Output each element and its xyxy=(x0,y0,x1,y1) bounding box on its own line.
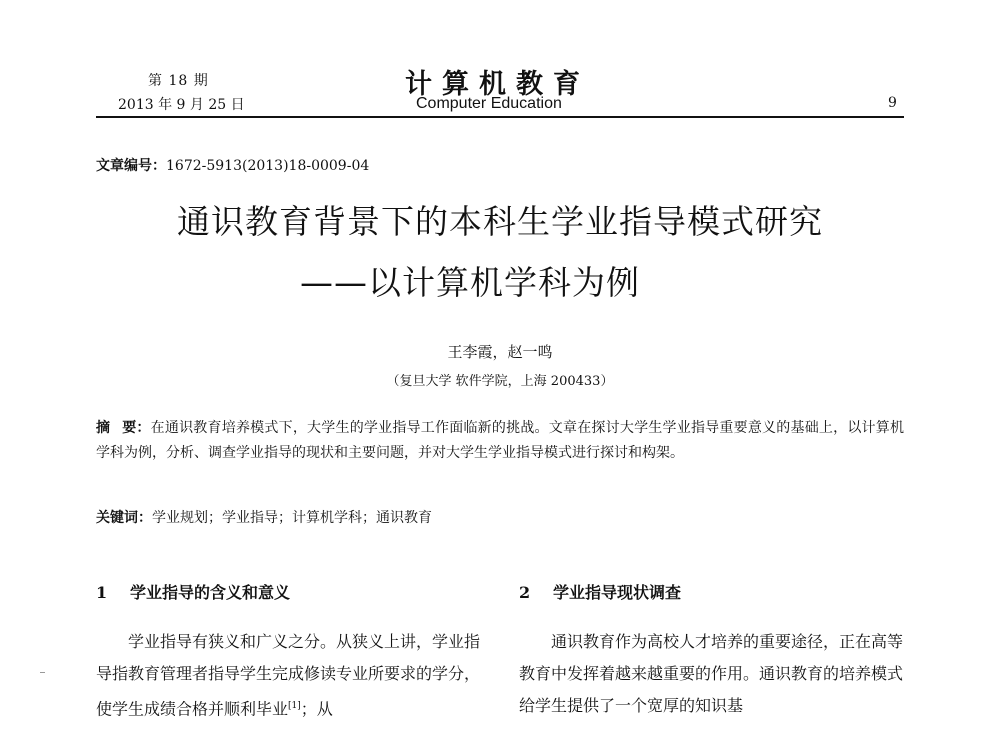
citation-ref: [1] xyxy=(288,701,301,711)
header-rule xyxy=(96,116,904,118)
scan-speck xyxy=(40,672,45,673)
abstract-label-2: 要： xyxy=(122,420,151,436)
body-text: ；从 xyxy=(300,699,333,719)
section-2-body: 通识教育作为高校人才培养的重要途径，正在高等教育中发挥着越来越重要的作用。通识教育的培养模式给学生提供了一个宽厚的知识基 xyxy=(519,632,904,715)
abstract xyxy=(96,416,904,466)
issue-number: 第 18 期 xyxy=(148,73,209,89)
section-number: 2 xyxy=(519,583,531,602)
section-title: 学业指导现状调查 xyxy=(553,583,682,602)
section-1-body xyxy=(96,626,480,725)
keywords-text: 学业规划；学业指导；计算机学科；通识教育 xyxy=(152,510,432,526)
section-title: 学业指导的含义和意义 xyxy=(130,583,291,602)
article-id-value: 1672-5913(2013)18-0009-04 xyxy=(166,158,370,174)
page-number: 9 xyxy=(888,95,897,111)
article-id xyxy=(96,155,369,175)
abstract-text: 在通识教育培养模式下，大学生的学业指导工作面临新的挑战。文章在探讨大学生学业指导重要意义的基础上，以计算机学科为例，分析、调查学业指导的现状和主要问题，并对大学生学业指导模式进行探讨和构架。 xyxy=(96,420,904,461)
publication-date: 2013 年 9 月 25 日 xyxy=(118,97,245,113)
authors: 王李霞，赵一鸣 xyxy=(447,343,553,361)
paper-title: 通识教育背景下的本科生学业指导模式研究 xyxy=(177,202,823,241)
article-id-label: 文章编号： xyxy=(96,158,166,174)
body-text: 学业指导有狭义和广义之分。从狭义上讲，学业指导指教育管理者指导学生完成修读专业所要求的学分，使学生成绩合格并顺利毕业 xyxy=(96,632,481,719)
paper-subtitle: ——以计算机学科为例 xyxy=(300,263,640,302)
section-heading-2 xyxy=(519,580,681,603)
section-number: 1 xyxy=(96,583,108,602)
journal-title-en: Computer Education xyxy=(416,95,562,112)
section-heading-1 xyxy=(96,580,290,603)
keywords-label: 关键词： xyxy=(96,510,152,526)
journal-title-cn: 计算机教育 xyxy=(405,69,590,100)
affiliation: （复旦大学 软件学院，上海 200433） xyxy=(386,374,614,389)
keywords xyxy=(96,506,904,531)
abstract-label: 摘 xyxy=(96,420,123,436)
